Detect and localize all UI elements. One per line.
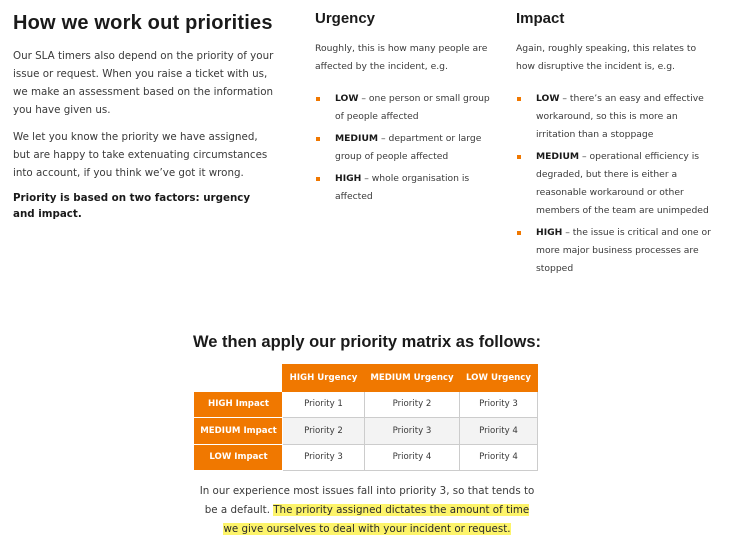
table-cell: Priority 4 bbox=[460, 418, 538, 445]
priority-matrix-table bbox=[194, 364, 538, 471]
column-header-high-urgency: HIGH Urgency bbox=[283, 365, 365, 392]
table-cell: Priority 3 bbox=[365, 418, 460, 445]
impact-item-low: LOW – there’s an easy and effective workaround, so this is more an irritation than a stoppage bbox=[516, 90, 712, 144]
row-header-low-impact: LOW Impact bbox=[195, 444, 283, 471]
matrix-corner bbox=[195, 365, 283, 392]
assigned-priority-paragraph: We let you know the priority we have assigned, but are happy to take extenuating circumstances into account, if you think we’ve got it wrong. bbox=[13, 131, 268, 179]
impact-intro: Again, roughly speaking, this relates to how disruptive the incident is, e.g. bbox=[516, 43, 697, 72]
row-header-medium-impact: MEDIUM Impact bbox=[195, 418, 283, 445]
urgency-heading: Urgency bbox=[315, 10, 376, 27]
urgency-section bbox=[315, 0, 495, 210]
column-header-low-urgency: LOW Urgency bbox=[460, 365, 538, 392]
table-row bbox=[195, 391, 538, 418]
sla-paragraph: Our SLA timers also depend on the priority of your issue or request. When you raise a ticket with us, we make an assessment based on the information you have given us. bbox=[13, 50, 274, 116]
table-cell: Priority 1 bbox=[283, 391, 365, 418]
table-row bbox=[195, 418, 538, 445]
two-factors-statement: Priority is based on two factors: urgency and impact. bbox=[13, 192, 251, 220]
urgency-item-low: LOW – one person or small group of people affected bbox=[315, 90, 495, 126]
urgency-intro: Roughly, this is how many people are affected by the incident, e.g. bbox=[315, 43, 488, 72]
urgency-item-high: HIGH – whole organisation is affected bbox=[315, 170, 495, 206]
table-cell: Priority 3 bbox=[283, 444, 365, 471]
bullet-square-icon bbox=[316, 177, 320, 181]
bullet-square-icon bbox=[517, 231, 521, 235]
table-row bbox=[195, 444, 538, 471]
bullet-square-icon bbox=[517, 97, 521, 101]
priorities-section bbox=[13, 0, 275, 222]
matrix-header-row bbox=[195, 365, 538, 392]
impact-item-high: HIGH – the issue is critical and one or more major business processes are stopped bbox=[516, 224, 712, 278]
impact-list bbox=[516, 90, 712, 278]
impact-section bbox=[516, 0, 712, 282]
footer-plain-text: In our experience most issues fall into priority 3, so that tends to be a default. bbox=[199, 485, 535, 516]
urgency-item-medium: MEDIUM – department or large group of people affected bbox=[315, 130, 495, 166]
impact-heading: Impact bbox=[516, 10, 565, 27]
bullet-square-icon bbox=[316, 137, 320, 141]
matrix-heading: We then apply our priority matrix as follows: bbox=[192, 333, 542, 351]
bullet-square-icon bbox=[316, 97, 320, 101]
urgency-list bbox=[315, 90, 495, 206]
footer-paragraph bbox=[198, 482, 536, 539]
page-title: How we work out priorities bbox=[13, 12, 273, 34]
row-header-high-impact: HIGH Impact bbox=[195, 391, 283, 418]
highlighted-text: The priority assigned dictates the amount of time we give ourselves to deal with your incident or request. bbox=[223, 504, 530, 535]
table-cell: Priority 2 bbox=[365, 391, 460, 418]
column-header-medium-urgency: MEDIUM Urgency bbox=[365, 365, 460, 392]
bullet-square-icon bbox=[517, 155, 521, 159]
table-cell: Priority 3 bbox=[460, 391, 538, 418]
table-cell: Priority 2 bbox=[283, 418, 365, 445]
impact-item-medium: MEDIUM – operational efficiency is degraded, but there is either a reasonable workaround or other members of the team are unimpeded bbox=[516, 148, 712, 220]
table-cell: Priority 4 bbox=[460, 444, 538, 471]
table-cell: Priority 4 bbox=[365, 444, 460, 471]
